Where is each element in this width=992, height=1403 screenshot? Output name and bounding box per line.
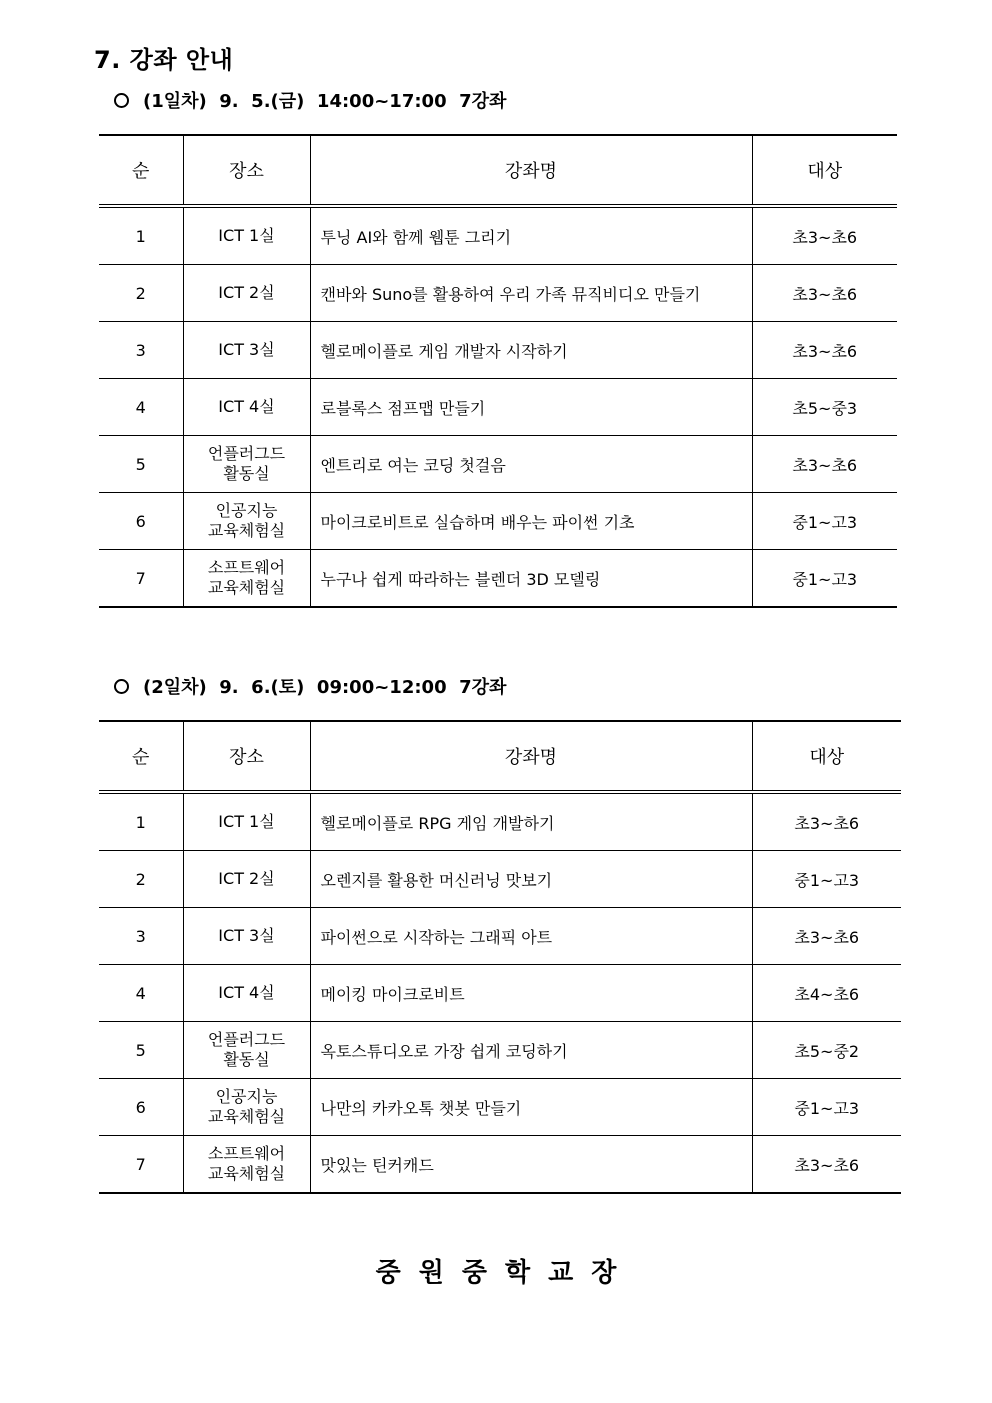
row-course-title: 로블록스 점프맵 만들기 xyxy=(310,379,752,436)
row-course-title: 엔트리로 여는 코딩 첫걸음 xyxy=(310,436,752,493)
circle-bullet-icon xyxy=(114,679,129,694)
row-location xyxy=(183,1022,310,1079)
row-course-title: 마이크로비트로 실습하며 배우는 파이썬 기초 xyxy=(310,493,752,550)
location-line: ICT 1실 xyxy=(218,812,275,831)
table-row xyxy=(99,322,897,379)
table-row xyxy=(99,851,901,908)
day1-heading xyxy=(114,87,506,113)
row-location xyxy=(183,965,310,1022)
table-header-row xyxy=(99,721,901,792)
row-target: 초3~초6 xyxy=(752,322,897,379)
day2-course-table xyxy=(99,720,901,1194)
row-number: 7 xyxy=(99,1136,183,1194)
row-target: 중1~고3 xyxy=(752,550,897,608)
row-course-title: 투닝 AI와 함께 웹툰 그리기 xyxy=(310,206,752,265)
row-location xyxy=(183,322,310,379)
table-row xyxy=(99,1136,901,1194)
table-row xyxy=(99,265,897,322)
location-line: 활동실 xyxy=(223,464,270,483)
location-line: ICT 1실 xyxy=(218,226,275,245)
location-line: 소프트웨어 xyxy=(207,558,286,577)
row-number: 1 xyxy=(99,206,183,265)
row-location xyxy=(183,265,310,322)
row-number: 6 xyxy=(99,493,183,550)
section-title: 7. 강좌 안내 xyxy=(94,46,234,74)
location-line: 언플러그드 xyxy=(207,444,286,463)
location-line: 교육체험실 xyxy=(207,578,286,597)
table-row xyxy=(99,908,901,965)
row-course-title: 메이킹 마이크로비트 xyxy=(310,965,752,1022)
table-row xyxy=(99,1022,901,1079)
header-target: 대상 xyxy=(752,135,897,206)
row-target: 초3~초6 xyxy=(752,265,897,322)
location-line: 언플러그드 xyxy=(207,1030,286,1049)
row-number: 5 xyxy=(99,1022,183,1079)
row-course-title: 헬로메이플로 RPG 게임 개발하기 xyxy=(310,792,752,851)
location-line: 인공지능 xyxy=(215,1087,278,1106)
row-course-title: 맛있는 틴커캐드 xyxy=(310,1136,752,1194)
location-line: 교육체험실 xyxy=(207,521,286,540)
row-course-title: 헬로메이플로 게임 개발자 시작하기 xyxy=(310,322,752,379)
row-target: 초5~중2 xyxy=(752,1022,901,1079)
row-course-title: 누구나 쉽게 따라하는 블렌더 3D 모델링 xyxy=(310,550,752,608)
row-number: 3 xyxy=(99,322,183,379)
table-row xyxy=(99,379,897,436)
location-line: ICT 3실 xyxy=(218,340,275,359)
day1-heading-text: (1일차) 9. 5.(금) 14:00~17:00 7강좌 xyxy=(143,91,507,112)
row-course-title: 캔바와 Suno를 활용하여 우리 가족 뮤직비디오 만들기 xyxy=(310,265,752,322)
header-target: 대상 xyxy=(752,721,901,792)
row-location xyxy=(183,908,310,965)
row-location xyxy=(183,1136,310,1194)
row-target: 초4~초6 xyxy=(752,965,901,1022)
location-line: ICT 4실 xyxy=(218,983,275,1002)
row-location xyxy=(183,379,310,436)
row-target: 초3~초6 xyxy=(752,436,897,493)
row-number: 1 xyxy=(99,792,183,851)
table-row xyxy=(99,493,897,550)
table-row xyxy=(99,206,897,265)
row-location xyxy=(183,206,310,265)
location-line: 인공지능 xyxy=(215,501,278,520)
location-line: ICT 2실 xyxy=(218,869,275,888)
school-principal-signature: 중원중학교장 xyxy=(375,1258,635,1288)
row-course-title: 오렌지를 활용한 머신러닝 맛보기 xyxy=(310,851,752,908)
row-number: 2 xyxy=(99,265,183,322)
row-number: 7 xyxy=(99,550,183,608)
header-no: 순 xyxy=(99,135,183,206)
row-course-title: 옥토스튜디오로 가장 쉽게 코딩하기 xyxy=(310,1022,752,1079)
location-line: ICT 3실 xyxy=(218,926,275,945)
day2-heading xyxy=(114,673,506,699)
row-target: 초3~초6 xyxy=(752,792,901,851)
location-line: 교육체험실 xyxy=(207,1164,286,1183)
table-header-row xyxy=(99,135,897,206)
row-target: 초5~중3 xyxy=(752,379,897,436)
row-target: 초3~초6 xyxy=(752,206,897,265)
row-location xyxy=(183,550,310,608)
table-row xyxy=(99,792,901,851)
table-row xyxy=(99,1079,901,1136)
row-target: 초3~초6 xyxy=(752,908,901,965)
row-number: 3 xyxy=(99,908,183,965)
location-line: 소프트웨어 xyxy=(207,1144,286,1163)
header-title: 강좌명 xyxy=(310,721,752,792)
row-location xyxy=(183,493,310,550)
row-location xyxy=(183,792,310,851)
day1-course-table xyxy=(99,134,897,608)
row-target: 중1~고3 xyxy=(752,493,897,550)
row-number: 4 xyxy=(99,965,183,1022)
row-location xyxy=(183,851,310,908)
table-row xyxy=(99,550,897,608)
row-number: 6 xyxy=(99,1079,183,1136)
row-number: 2 xyxy=(99,851,183,908)
location-line: 활동실 xyxy=(223,1050,270,1069)
location-line: 교육체험실 xyxy=(207,1107,286,1126)
row-target: 중1~고3 xyxy=(752,1079,901,1136)
location-line: ICT 4실 xyxy=(218,397,275,416)
header-no: 순 xyxy=(99,721,183,792)
table-row xyxy=(99,965,901,1022)
row-course-title: 나만의 카카오톡 챗봇 만들기 xyxy=(310,1079,752,1136)
row-target: 중1~고3 xyxy=(752,851,901,908)
header-location: 장소 xyxy=(183,721,310,792)
row-course-title: 파이썬으로 시작하는 그래픽 아트 xyxy=(310,908,752,965)
day2-heading-text: (2일차) 9. 6.(토) 09:00~12:00 7강좌 xyxy=(143,677,507,698)
row-location xyxy=(183,1079,310,1136)
location-line: ICT 2실 xyxy=(218,283,275,302)
row-target: 초3~초6 xyxy=(752,1136,901,1194)
circle-bullet-icon xyxy=(114,93,129,108)
row-location xyxy=(183,436,310,493)
row-number: 4 xyxy=(99,379,183,436)
header-title: 강좌명 xyxy=(310,135,752,206)
row-number: 5 xyxy=(99,436,183,493)
table-row xyxy=(99,436,897,493)
header-location: 장소 xyxy=(183,135,310,206)
